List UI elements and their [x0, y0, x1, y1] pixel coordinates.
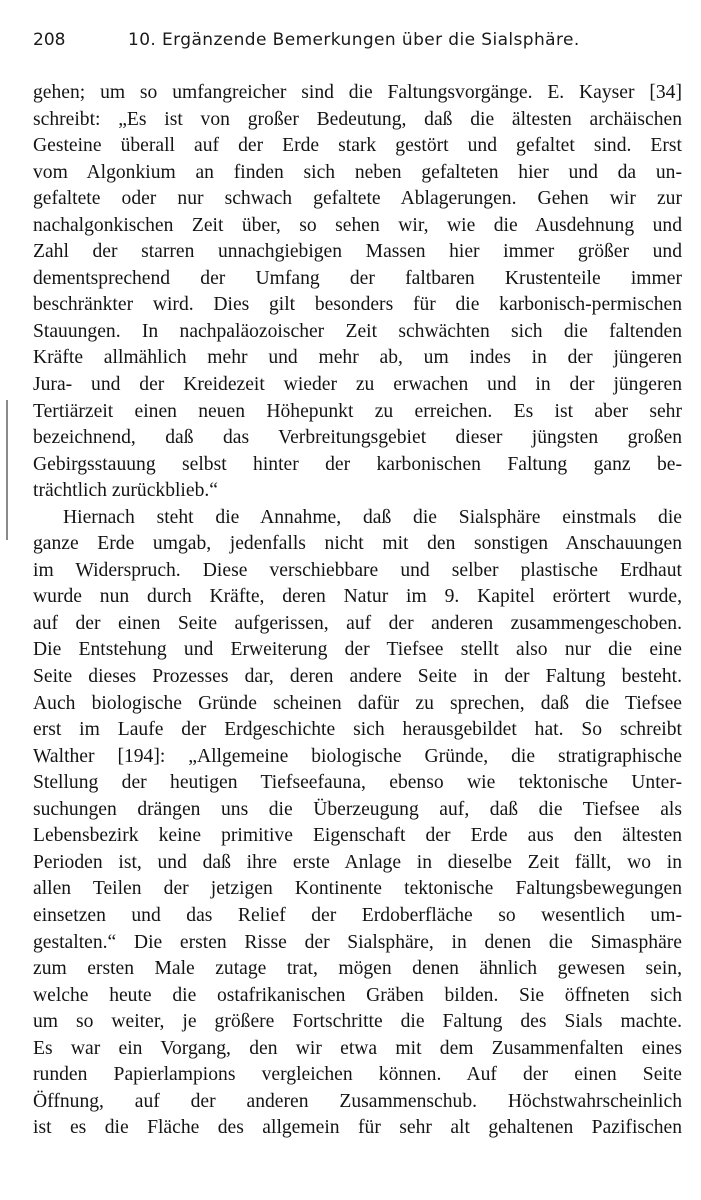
text-line: Gesteine überall auf der Erde stark gestört und gefaltet sind. Erst — [33, 135, 682, 157]
text-line: Öffnung, auf der anderen Zusammenschub. Höchstwahrscheinlich — [33, 1090, 682, 1112]
text-line: Hiernach steht die Annahme, daß die Sialsphäre einstmals die — [63, 506, 682, 528]
text-line: Seite dieses Prozesses dar, deren andere Seite in der Faltung besteht. — [33, 666, 682, 688]
text-line: ist es die Fläche des allgemein für sehr alt gehaltenen Pazifischen — [33, 1117, 682, 1139]
margin-pencil-mark — [6, 400, 8, 540]
text-line: gehen; um so umfangreicher sind die Faltungsvorgänge. E. Kayser [34] — [33, 82, 682, 103]
text-line: wurde nun durch Kräfte, deren Natur im 9. Kapitel erörtert wurde, — [33, 586, 682, 608]
running-title: 10. Ergänzende Bemerkungen über die Sialsphäre. — [128, 30, 580, 50]
text-line: vom Algonkium an finden sich neben gefalteten hier und da un- — [33, 161, 682, 183]
text-line: Lebensbezirk keine primitive Eigenschaft der Erde aus den ältesten — [33, 825, 682, 847]
text-line: Zahl der starren unnachgiebigen Massen hier immer größer und — [33, 241, 682, 263]
text-line: Tertiärzeit einen neuen Höhepunkt zu erreichen. Es ist aber sehr — [33, 400, 682, 422]
text-line: gefaltete oder nur schwach gefaltete Ablagerungen. Gehen wir zur — [33, 188, 682, 210]
text-line: auf der einen Seite aufgerissen, auf der anderen zusammengeschoben. — [33, 612, 682, 634]
text-line: im Widerspruch. Diese verschiebbare und selber plastische Erdhaut — [33, 559, 682, 581]
text-line: trächtlich zurückblieb.“ — [33, 480, 218, 502]
text-line: Stellung der heutigen Tiefseefauna, ebenso wie tektonische Unter- — [33, 772, 682, 794]
text-line: Jura- und der Kreidezeit wieder zu erwachen und in der jüngeren — [33, 374, 682, 396]
body-text — [33, 80, 682, 1142]
text-line: schreibt: „Es ist von großer Bedeutung, daß die ältesten archäischen — [33, 108, 682, 130]
text-line: runden Papierlampions vergleichen können. Auf der einen Seite — [33, 1064, 682, 1086]
paragraph-sialsphaere — [33, 505, 682, 1142]
page-header — [33, 30, 673, 58]
text-line: gestalten.“ Die ersten Risse der Sialsphäre, in denen die Simasphäre — [33, 931, 682, 953]
text-line: zum ersten Male zutage trat, mögen denen ähnlich gewesen sein, — [33, 958, 682, 980]
text-line: Auch biologische Gründe scheinen dafür zu sprechen, daß die Tiefsee — [33, 692, 682, 714]
text-line: welche heute die ostafrikanischen Gräben bilden. Sie öffneten sich — [33, 984, 682, 1006]
text-line: suchungen drängen uns die Überzeugung auf, daß die Tiefsee als — [33, 798, 682, 820]
page-number: 208 — [33, 30, 66, 50]
text-line: dementsprechend der Umfang der faltbaren Krustenteile immer — [33, 267, 682, 289]
text-line: ganze Erde umgab, jedenfalls nicht mit den sonstigen Anschauungen — [33, 533, 682, 555]
text-line: Die Entstehung und Erweiterung der Tiefsee stellt also nur die eine — [33, 639, 682, 661]
text-line: Stauungen. In nachpaläozoischer Zeit schwächten sich die faltenden — [33, 320, 682, 342]
text-line: nachalgonkischen Zeit über, so sehen wir, wie die Ausdehnung und — [33, 214, 682, 236]
text-line: erst im Laufe der Erdgeschichte sich herausgebildet hat. So schreibt — [33, 719, 682, 741]
paragraph-quote-kayser — [33, 80, 682, 505]
text-line: Perioden ist, und daß ihre erste Anlage in dieselbe Zeit fällt, wo in — [33, 851, 682, 873]
text-line: Es war ein Vorgang, den wir etwa mit dem Zusammenfalten eines — [33, 1037, 682, 1059]
text-line: allen Teilen der jetzigen Kontinente tektonische Faltungsbewegungen — [33, 878, 682, 900]
text-line: um so weiter, je größere Fortschritte die Faltung des Sials machte. — [33, 1011, 682, 1033]
text-line: Kräfte allmählich mehr und mehr ab, um indes in der jüngeren — [33, 347, 682, 369]
text-line: bezeichnend, daß das Verbreitungsgebiet dieser jüngsten großen — [33, 427, 682, 449]
text-line: Walther [194]: „Allgemeine biologische Gründe, die stratigraphische — [33, 745, 682, 767]
text-line: beschränkter wird. Dies gilt besonders für die karbonisch-permischen — [33, 294, 682, 316]
text-line: einsetzen und das Relief der Erdoberfläche so wesentlich um- — [33, 904, 682, 926]
text-line: Gebirgsstauung selbst hinter der karbonischen Faltung ganz be- — [33, 453, 682, 475]
